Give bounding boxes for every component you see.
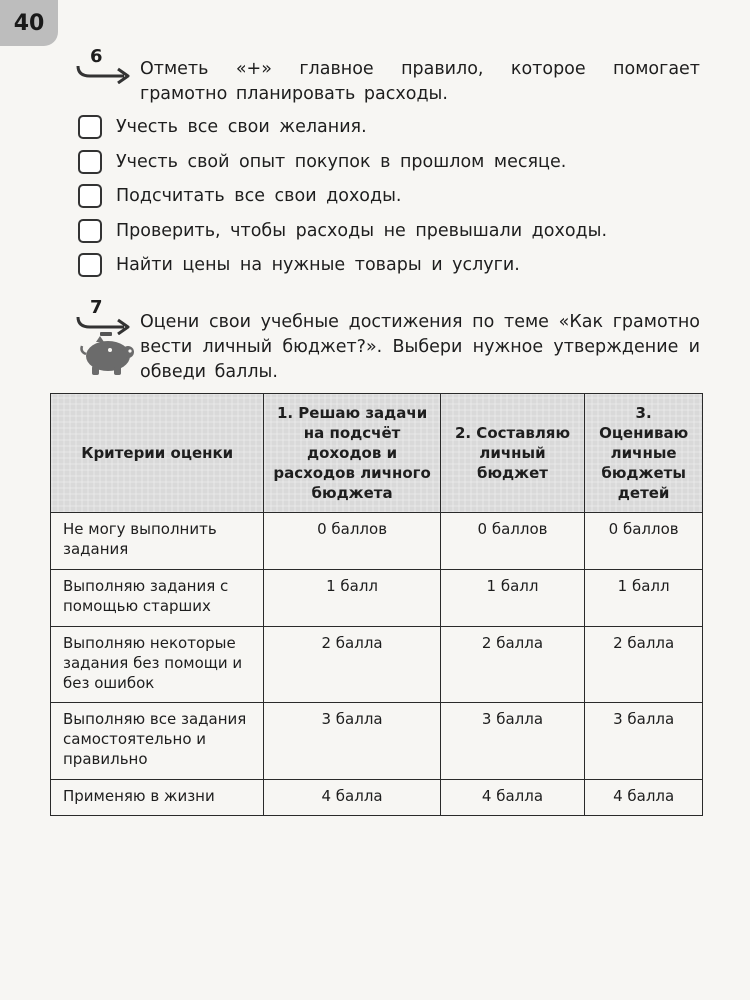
table-header-row bbox=[51, 394, 703, 513]
task-6-number: 6 bbox=[90, 46, 103, 67]
task-7-number: 7 bbox=[90, 297, 103, 318]
checkbox-icon[interactable] bbox=[78, 253, 102, 277]
option-4[interactable] bbox=[78, 214, 607, 249]
checkbox-icon[interactable] bbox=[78, 184, 102, 208]
score-cell[interactable]: 4 балла bbox=[585, 780, 703, 816]
criterion-cell: Выполняю все задания самостоятельно и правильно bbox=[51, 703, 264, 780]
score-cell[interactable]: 2 балла bbox=[264, 627, 440, 703]
score-cell[interactable]: 1 балл bbox=[585, 570, 703, 627]
page-number: 40 bbox=[0, 0, 58, 46]
score-cell[interactable]: 0 баллов bbox=[440, 513, 585, 570]
criterion-cell: Выполняю задания с помощью старших bbox=[51, 570, 264, 627]
option-label: Подсчитать все свои доходы. bbox=[116, 186, 402, 207]
option-5[interactable] bbox=[78, 248, 607, 283]
score-cell[interactable]: 0 баллов bbox=[585, 513, 703, 570]
task-6-text: Отметь «+» главное правило, которое помогает грамотно планировать расходы. bbox=[140, 59, 700, 104]
score-cell[interactable]: 4 балла bbox=[264, 780, 440, 816]
option-3[interactable] bbox=[78, 179, 607, 214]
task-6-options bbox=[78, 110, 607, 283]
score-cell[interactable]: 1 балл bbox=[440, 570, 585, 627]
score-cell[interactable]: 3 балла bbox=[440, 703, 585, 780]
criterion-cell: Не могу выполнить задания bbox=[51, 513, 264, 570]
table-row bbox=[51, 570, 703, 627]
header-task-2: 2. Составляю личный бюджет bbox=[440, 394, 585, 513]
option-label: Учесть все свои желания. bbox=[116, 117, 367, 138]
piggy-bank-icon bbox=[78, 330, 138, 378]
task-6-marker bbox=[76, 46, 136, 82]
criterion-cell: Применяю в жизни bbox=[51, 780, 264, 816]
option-2[interactable] bbox=[78, 145, 607, 180]
checkbox-icon[interactable] bbox=[78, 150, 102, 174]
self-assessment-table bbox=[50, 393, 703, 816]
header-criteria: Критерии оценки bbox=[51, 394, 264, 513]
score-cell[interactable]: 2 балла bbox=[585, 627, 703, 703]
score-cell[interactable]: 3 балла bbox=[585, 703, 703, 780]
score-cell[interactable]: 3 балла bbox=[264, 703, 440, 780]
arrow-right-icon bbox=[76, 62, 136, 84]
criterion-cell: Выполняю некоторые задания без помощи и без ошибок bbox=[51, 627, 264, 703]
score-cell[interactable]: 4 балла bbox=[440, 780, 585, 816]
option-label: Учесть свой опыт покупок в прошлом месяце. bbox=[116, 151, 567, 172]
header-task-1: 1. Решаю задачи на подсчёт доходов и расходов личного бюджета bbox=[264, 394, 440, 513]
checkbox-icon[interactable] bbox=[78, 115, 102, 139]
task-7-text: Оцени свои учебные достижения по теме «Как грамотно вести личный бюджет?». Выбери нужное утверждение и обведи баллы. bbox=[140, 312, 700, 382]
score-cell[interactable]: 0 баллов bbox=[264, 513, 440, 570]
score-cell[interactable]: 2 балла bbox=[440, 627, 585, 703]
table-row bbox=[51, 780, 703, 816]
score-cell[interactable]: 1 балл bbox=[264, 570, 440, 627]
option-label: Найти цены на нужные товары и услуги. bbox=[116, 255, 520, 276]
table-row bbox=[51, 627, 703, 703]
header-task-3: 3. Оцениваю личные бюджеты детей bbox=[585, 394, 703, 513]
option-1[interactable] bbox=[78, 110, 607, 145]
table-row bbox=[51, 703, 703, 780]
checkbox-icon[interactable] bbox=[78, 219, 102, 243]
option-label: Проверить, чтобы расходы не превышали доходы. bbox=[116, 220, 608, 241]
task-7-marker bbox=[76, 297, 136, 333]
table-row bbox=[51, 513, 703, 570]
